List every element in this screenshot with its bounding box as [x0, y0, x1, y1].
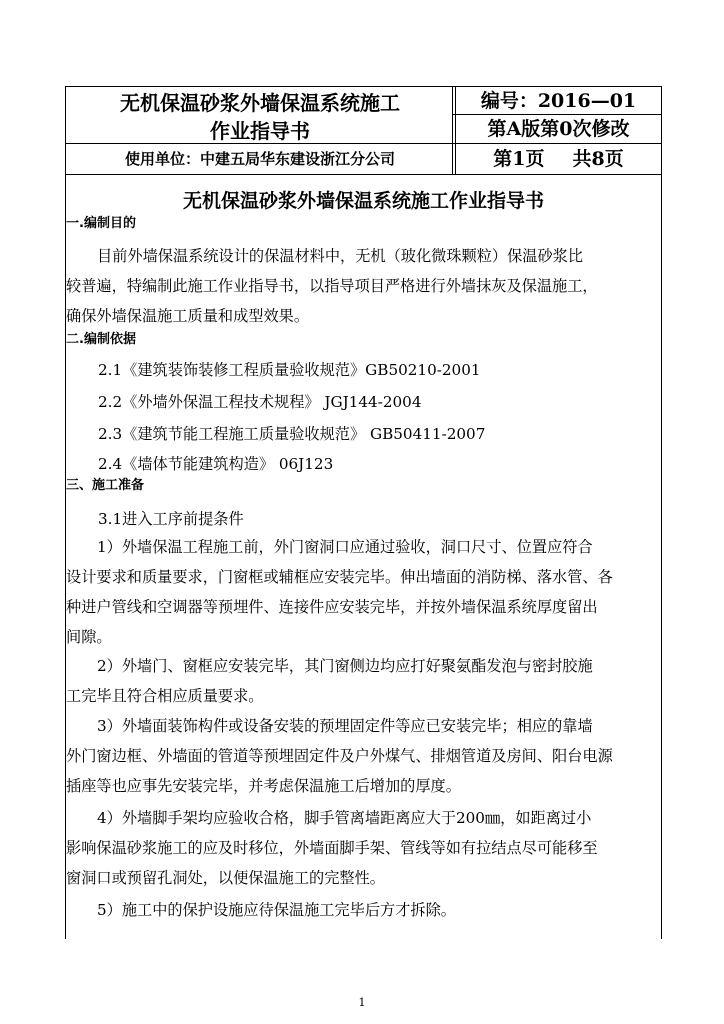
prep-p1-line: 1）外墙保温工程施工前，外门窗洞口应通过验收，洞口尺寸、位置应符合 [97, 538, 593, 556]
page-current: 第1页 [493, 148, 545, 170]
purpose-line-2: 较普遍，特编制此施工作业指导书，以指导项目严格进行外墙抹灰及保温施工， [66, 277, 598, 295]
reference-item: 2.3《建筑节能工程施工质量验收规范》 GB50411-2007 [98, 425, 486, 443]
prep-p1-line: 种进户管线和空调器等预埋件、连接件应安装完毕，并按外墙保温系统厚度留出 [66, 598, 598, 616]
prep-paragraph-1 [66, 532, 662, 652]
prep-paragraph-2 [66, 651, 662, 711]
frame-top-border [65, 86, 662, 87]
document-version: 第A版第0次修改 [487, 118, 630, 140]
subsection-heading: 3.1进入工序前提条件 [98, 510, 244, 528]
reference-item: 2.4《墙体节能建筑构造》 06J123 [98, 455, 334, 473]
reference-item: 2.2《外墙外保温工程技术规程》 JGJ144-2004 [98, 393, 422, 411]
document-number: 编号：2016—01 [480, 90, 637, 112]
prep-p3-line: 3）外墙面装饰构件或设备安装的预埋固定件等应已安装完毕；相应的靠墙 [97, 717, 593, 735]
purpose-line-3: 确保外墙保温施工质量和成型效果。 [66, 307, 309, 325]
header-column-divider [452, 86, 453, 174]
prep-p1-line: 设计要求和质量要求，门窗框或辅框应安装完毕。伸出墙面的消防梯、落水管、各 [66, 568, 613, 586]
prep-paragraph-3 [66, 711, 662, 801]
prep-p4-line: 4）外墙脚手架均应验收合格，脚手管离墙距离应大于200㎜，如距离过小 [97, 809, 592, 827]
header-title [70, 89, 450, 145]
prep-p4-line: 影响保温砂浆施工的应及时移位，外墙面脚手架、管线等如有拉结点尽可能移至 [66, 839, 598, 857]
section-heading-preparation: 三、施工准备 [66, 478, 145, 493]
section-heading-basis: 二.编制依据 [66, 332, 136, 347]
prep-p5-line: 5）施工中的保护设施应待保温施工完毕后方才拆除。 [97, 901, 456, 919]
prep-p1-line: 间隙。 [66, 628, 112, 646]
purpose-line-1: 目前外墙保温系统设计的保温材料中，无机（玻化微珠颗粒）保温砂浆比 [97, 247, 583, 265]
prep-p4-line: 窗洞口或预留孔洞处，以便保温施工的完整性。 [66, 869, 385, 887]
purpose-paragraph [66, 241, 662, 331]
prep-p3-line: 插座等也应事先安装完毕，并考虑保温施工后增加的厚度。 [66, 777, 461, 795]
using-unit: 使用单位：中建五局华东建设浙江分公司 [124, 150, 395, 168]
header-divider-2 [65, 174, 662, 175]
prep-p2-line: 2）外墙门、窗框应安装完毕，其门窗侧边均应打好聚氨酯发泡与密封胶施 [97, 657, 593, 675]
header-title-line1: 无机保温砂浆外墙保温系统施工 [120, 91, 400, 115]
page-total: 共8页 [572, 148, 624, 170]
prep-paragraph-4 [66, 803, 662, 893]
prep-p3-line: 外门窗边框、外墙面的管道等预埋固定件及户外煤气、排烟管道及房间、阳台电源 [66, 747, 613, 765]
page-number: 1 [358, 996, 366, 1009]
document-title: 无机保温砂浆外墙保温系统施工作业指导书 [182, 190, 544, 212]
prep-paragraph-5 [66, 895, 662, 925]
header-title-line2: 作业指导书 [210, 119, 310, 143]
reference-item: 2.1《建筑装饰装修工程质量验收规范》GB50210-2001 [98, 361, 481, 379]
section-heading-purpose: 一.编制目的 [66, 216, 136, 231]
page-indicator [456, 145, 661, 173]
prep-p2-line: 工完毕且符合相应质量要求。 [66, 687, 264, 705]
header-right-divider [452, 114, 662, 115]
